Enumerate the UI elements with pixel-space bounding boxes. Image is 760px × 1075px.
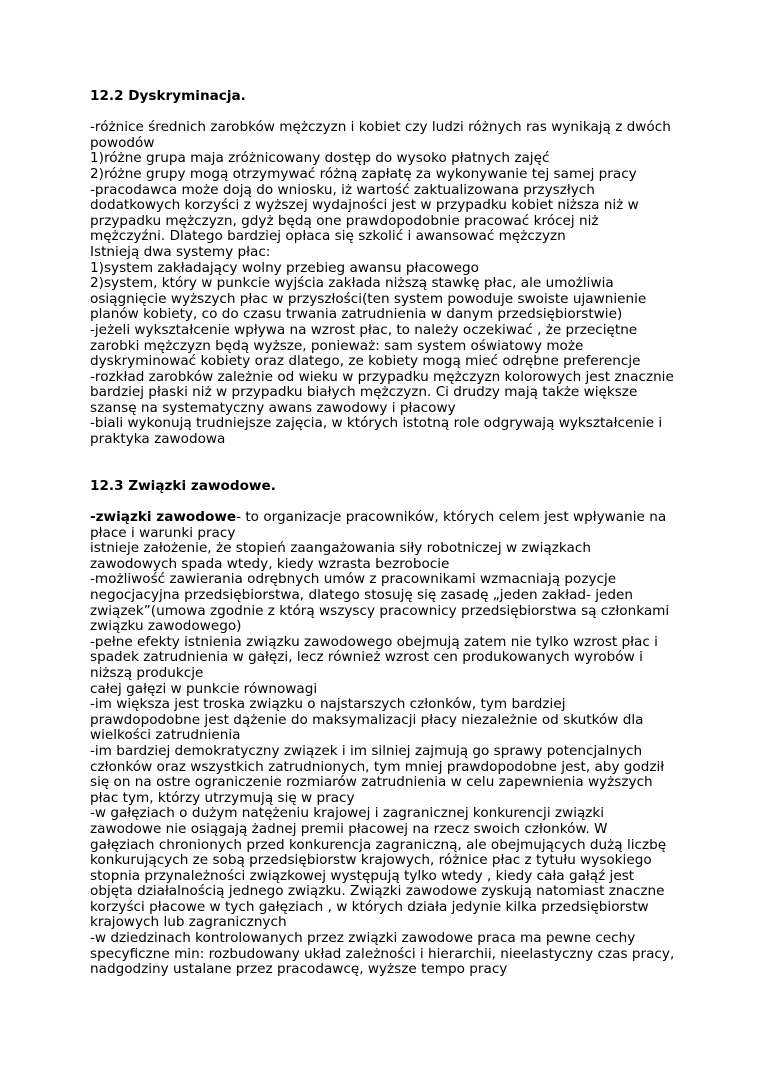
paragraph-line: -różnice średnich zarobków mężczyzn i kobiet czy ludzi różnych ras wynikają z dwóch [90, 119, 671, 136]
paragraph-line: płac tym, którzy utrzymują się w pracy [90, 789, 355, 806]
paragraph-line: niższą produkcje [90, 664, 204, 681]
paragraph-line: specyficzne min: rozbudowany układ zależności i hierarchii, nieelastyczny czas pracy, [90, 945, 675, 962]
paragraph-line: praktyka zawodowa [90, 431, 226, 448]
document-page [90, 89, 680, 978]
paragraph-line: istnieje założenie, że stopień zaangażowania siły robotniczej w związkach [90, 540, 591, 557]
paragraph-line: -pełne efekty istnienia związku zawodowego obejmują zatem nie tylko wzrost płac i [90, 633, 658, 650]
paragraph-line: korzyści płacowe w tych gałęziach , w których działa jedynie kilka przedsiębiorstw [90, 898, 649, 915]
paragraph-line: spadek zatrudnienia w gałęzi, lecz również wzrost cen produkowanych wyrobów i [90, 649, 643, 666]
paragraph-line: związku zawodowego) [90, 618, 242, 635]
paragraph-line: 1)system zakładający wolny przebieg awansu płacowego [90, 259, 479, 276]
section-body-zwiazki-zawodowe [90, 526, 680, 978]
paragraph-line: zarobki mężczyzn będą wyższe, ponieważ: sam system oświatowy może [90, 337, 584, 354]
paragraph-line: członków oraz wszystkich zatrudnionych, tym mniej prawdopodobne jest, aby godził [90, 758, 665, 775]
definition-term: -związki zawodowe [90, 509, 237, 526]
spacer [90, 448, 680, 479]
paragraph-line: osiągnięcie wyższych płac w przyszłości(ten system powoduje swoiste ujawnienie [90, 290, 647, 307]
section-body-dyskryminacja [90, 120, 680, 447]
paragraph-line: się on na ostre ograniczenie rozmiarów zatrudnienia w celu zapewnienia wyższych [90, 774, 653, 791]
paragraph-line: -możliwość zawierania odrębnych umów z pracownikami wzmacniają pozycje [90, 571, 617, 588]
paragraph-line: bardziej płaski niż w przypadku białych mężczyzn. Ci drudzy mają także większe [90, 384, 638, 401]
paragraph-line: gałęziach chronionych przed konkurencja zagraniczną, ale obejmujących dużą liczbę [90, 836, 667, 853]
spacer [90, 105, 680, 121]
paragraph-line: -w gałęziach o dużym natężeniu krajowej i zagranicznej konkurencji związki [90, 805, 605, 822]
paragraph-line: dyskryminować kobiety oraz dlatego, ze kobiety mogą mieć odrębne preferencje [90, 353, 641, 370]
paragraph-line: 1)różne grupa maja zróżnicowany dostęp do wysoko płatnych zajęć [90, 150, 550, 167]
paragraph-line: konkurujących ze sobą przedsiębiorstw krajowych, różnice płac z tytułu wysokiego [90, 852, 652, 869]
definition-text: - to organizacje pracowników, których celem jest wpływanie na [236, 509, 667, 526]
paragraph-line: -im bardziej demokratyczny związek i im silniej zajmują go sprawy potencjalnych [90, 742, 643, 759]
paragraph-line: całej gałęzi w punkcie równowagi [90, 680, 318, 697]
paragraph-line: stopnia przynależności związkowej występują tylko wtedy , kiedy cała gałąź jest [90, 867, 635, 884]
paragraph-line: krajowych lub zagranicznych [90, 914, 287, 931]
paragraph-line: nadgodziny ustalane przez pracodawcę, wyższe tempo pracy [90, 961, 508, 978]
paragraph-line: -biali wykonują trudniejsze zajęcia, w których istotną role odgrywają wykształcenie i [90, 415, 663, 432]
paragraph-line: mężczyźni. Dlatego bardziej opłaca się szkolić i awansować mężczyzn [90, 228, 566, 245]
paragraph-line: planów kobiety, co do czasu trwania zatrudnienia w danym przedsiębiorstwie) [90, 306, 623, 323]
section-heading-dyskryminacja: 12.2 Dyskryminacja. [90, 88, 246, 104]
paragraph-line: związek”(umowa zgodnie z którą wszyscy pracownicy przedsiębiorstwa są członkami [90, 602, 670, 619]
paragraph-line: 2)różne grupy mogą otrzymywać różną zapłatę za wykonywanie tej samej pracy [90, 165, 637, 182]
paragraph-line: powodów [90, 134, 155, 151]
paragraph-line: Istnieją dwa systemy płac: [90, 243, 271, 260]
paragraph-line: -w dziedzinach kontrolowanych przez związki zawodowe praca ma pewne cechy [90, 930, 636, 947]
paragraph-line: objęta działalnością jednego związku. Związki zawodowe zyskują natomiast znaczne [90, 883, 665, 900]
paragraph-line: prawdopodobne jest dążenie do maksymalizacji płacy niezależnie od skutków dla [90, 711, 644, 728]
paragraph-line: zawodowych spada wtedy, kiedy wzrasta bezrobocie [90, 555, 450, 572]
paragraph-line: -im większa jest troska związku o najstarszych członków, tym bardziej [90, 696, 566, 713]
paragraph-line: wielkości zatrudnienia [90, 727, 241, 744]
paragraph-line: przypadku mężczyzn, gdyż będą one prawdopodobnie pracować krócej niż [90, 212, 599, 229]
paragraph-line: zawodowe nie osiągają żadnej premii płacowej na rzecz swoich członków. W [90, 820, 608, 837]
paragraph-line: płace i warunki pracy [90, 524, 236, 541]
paragraph-line [90, 510, 680, 526]
section-heading-zwiazki-zawodowe: 12.3 Związki zawodowe. [90, 477, 276, 494]
paragraph-line: dodatkowych korzyści z wyższej wydajności jest w przypadku kobiet niższa niż w [90, 197, 639, 214]
paragraph-line: -jeżeli wykształcenie wpływa na wzrost płac, to należy oczekiwać , że przeciętne [90, 321, 638, 338]
paragraph-line: -rozkład zarobków zależnie od wieku w przypadku mężczyzn kolorowych jest znacznie [90, 368, 674, 385]
paragraph-line: 2)system, który w punkcie wyjścia zakłada niższą stawkę płac, ale umożliwia [90, 275, 614, 292]
spacer [90, 494, 680, 510]
paragraph-line: szansę na systematyczny awans zawodowy i płacowy [90, 399, 456, 416]
paragraph-line: -pracodawca może doją do wniosku, iż wartość zaktualizowana przyszłych [90, 181, 595, 198]
paragraph-line: negocjacyjna przedsiębiorstwa, dlatego stosuję się zasadę „jeden zakład- jeden [90, 587, 634, 603]
